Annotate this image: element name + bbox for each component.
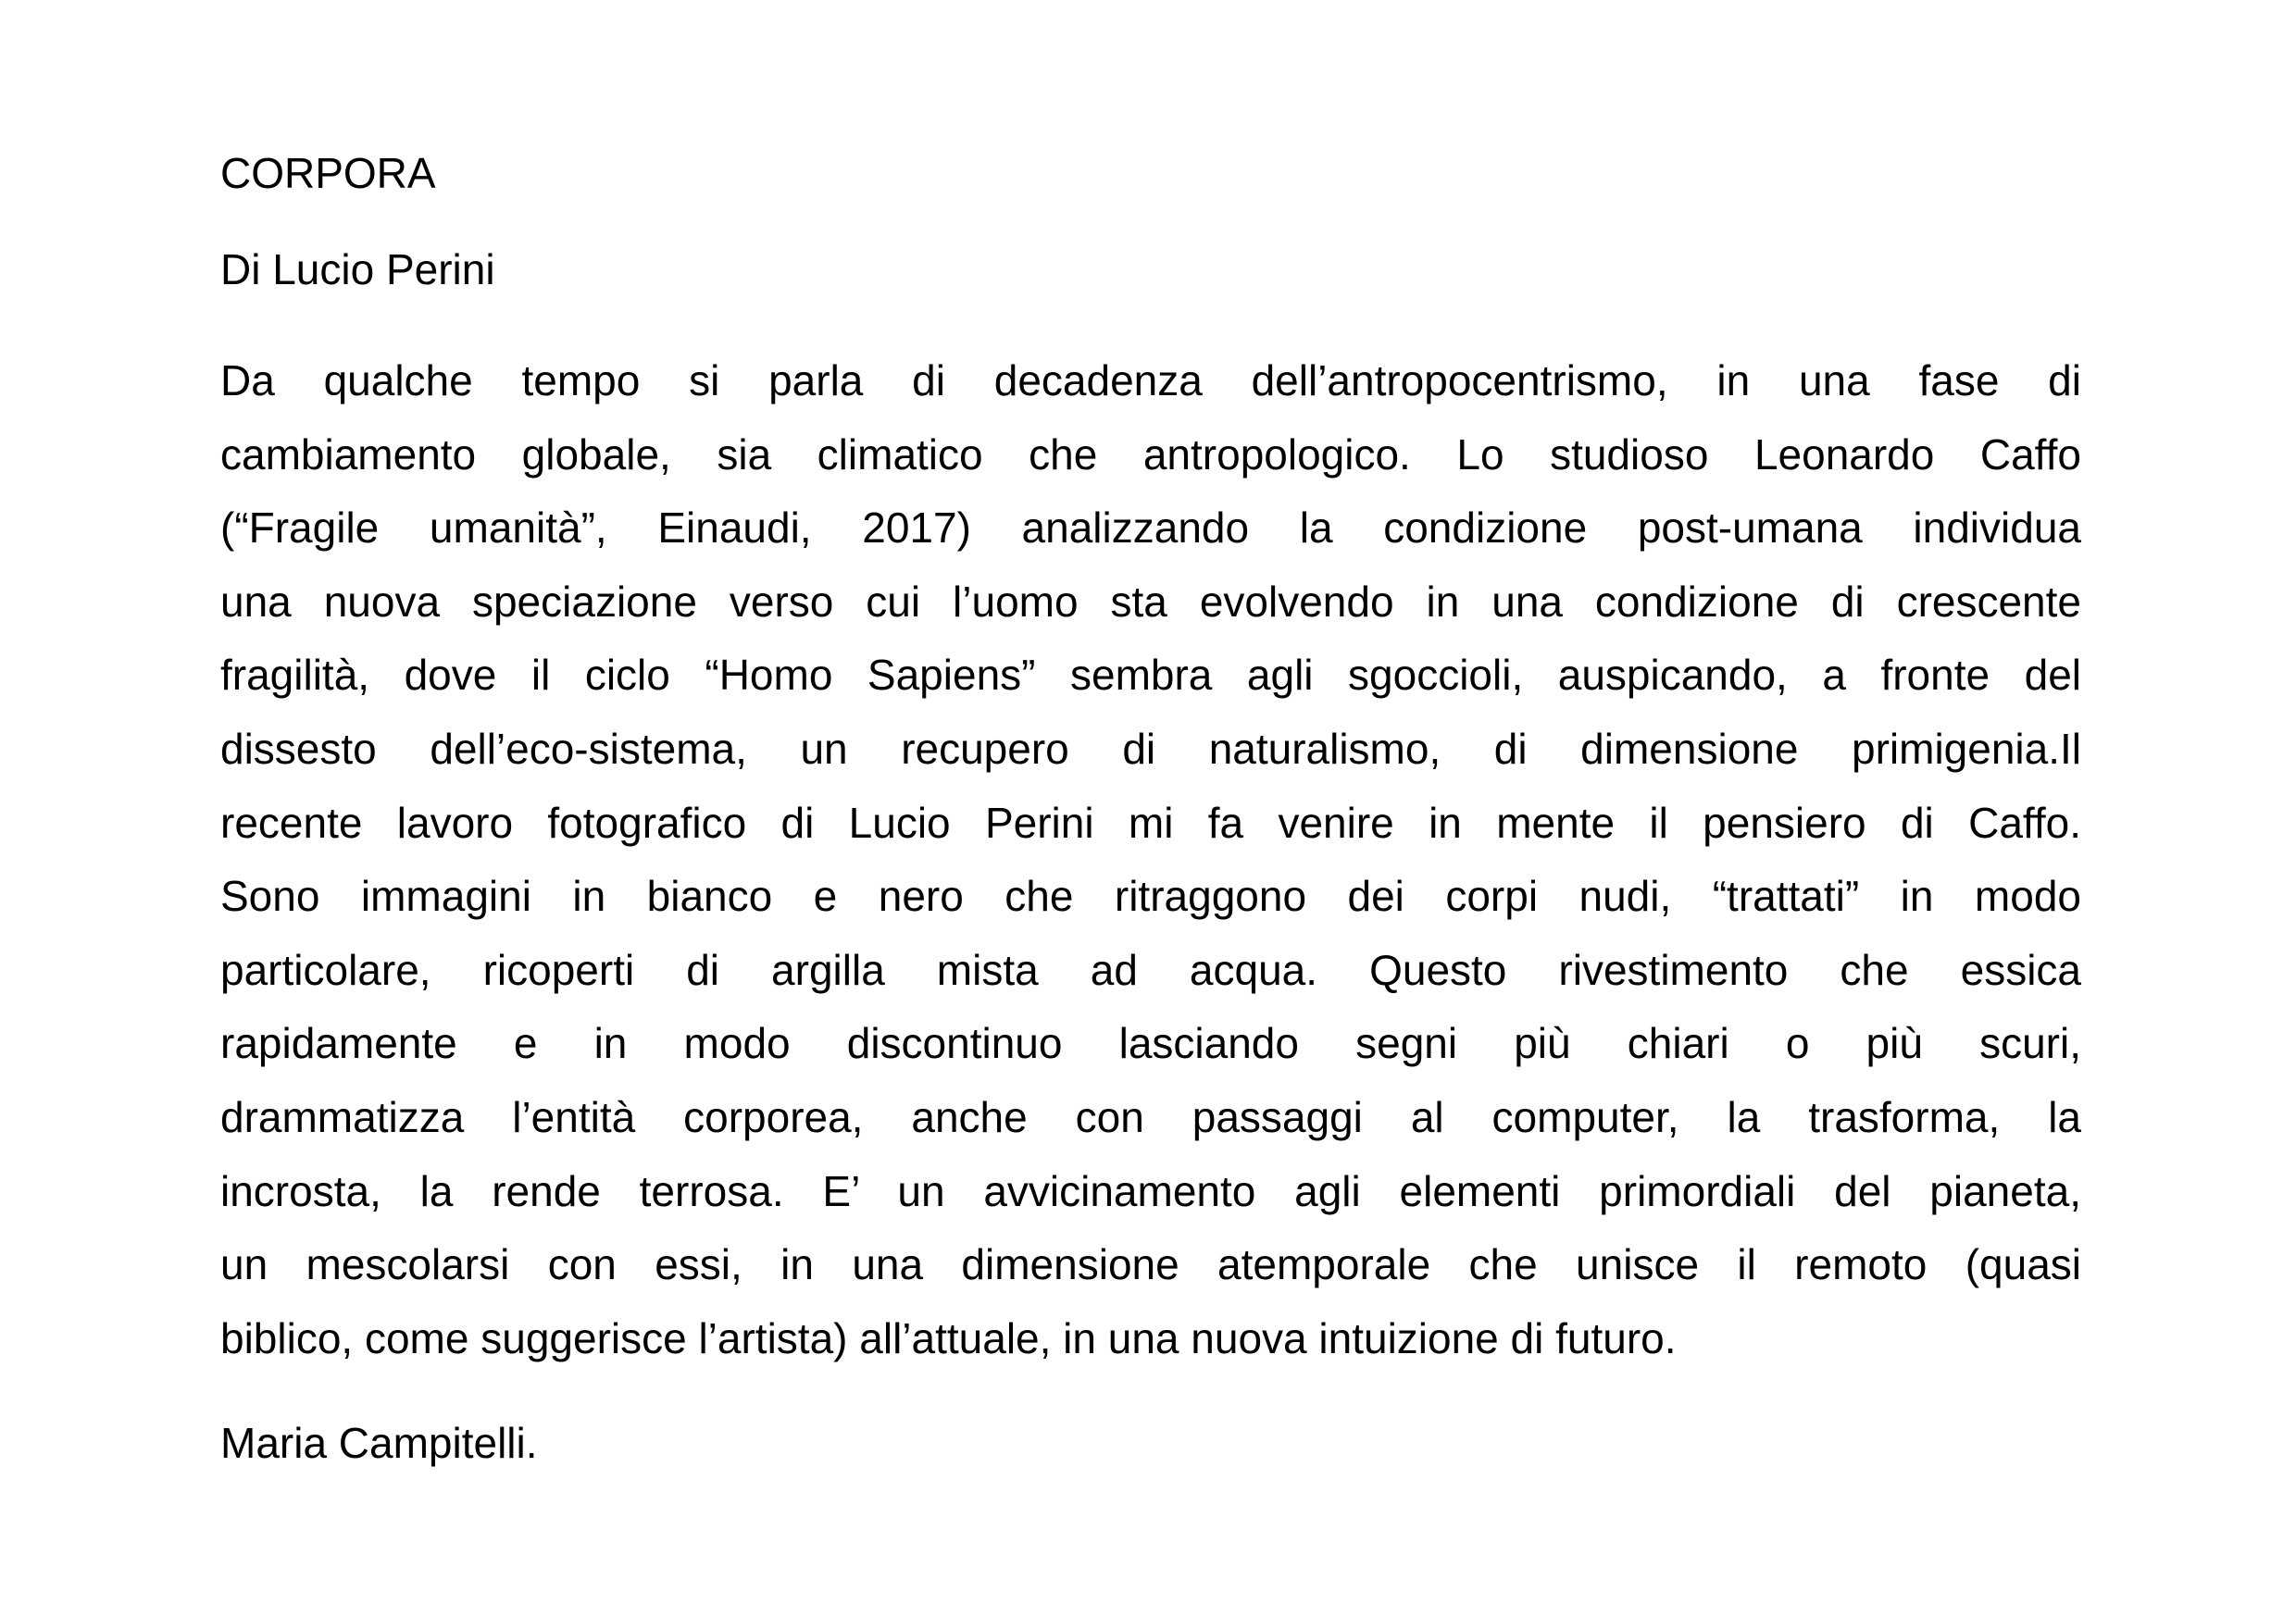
paragraph-line: recente lavoro fotografico di Lucio Perini mi fa venire in mente il pensiero di Caffo. [220,798,2081,847]
paragraph-line: dissesto dell’eco-sistema, un recupero di naturalismo, di dimensione primigenia.Il [220,724,2081,773]
paragraph-line: fragilità, dove il ciclo “Homo Sapiens” sembra agli sgoccioli, auspicando, a fronte del [220,651,2081,700]
author-line: Di Lucio Perini [220,245,495,293]
paragraph-line: drammatizza l’entità corporea, anche con passaggi al computer, la trasforma, la [220,1092,2081,1141]
paragraph-line: un mescolarsi con essi, in una dimensione atemporale che unisce il remoto (quasi [220,1240,2081,1289]
paragraph-line-last: biblico, come suggerisce l’artista) all’attuale, in una nuova intuizione di futuro. [220,1313,1677,1362]
document-page [220,139,2081,1477]
paragraph-line: (“Fragile umanità”, Einaudi, 2017) analizzando la condizione post-umana individua [220,503,2081,553]
paragraph-line: particolare, ricoperti di argilla mista ad acqua. Questo rivestimento che essica [220,945,2081,994]
body-paragraph [220,344,2081,1375]
paragraph-line: Sono immagini in bianco e nero che ritraggono dei corpi nudi, “trattati” in modo [220,872,2081,921]
paragraph-line: incrosta, la rende terrosa. E’ un avvicinamento agli elementi primordiali del pianeta, [220,1166,2081,1215]
paragraph-line: cambiamento globale, sia climatico che antropologico. Lo studioso Leonardo Caffo [220,429,2081,479]
paragraph-line: rapidamente e in modo discontinuo lasciando segni più chiari o più scuri, [220,1019,2081,1068]
paragraph-line: Da qualche tempo si parla di decadenza dell’antropocentrismo, in una fase di [220,356,2081,404]
document-title: CORPORA [220,149,436,197]
paragraph-line: una nuova speciazione verso cui l’uomo sta evolvendo in una condizione di crescente [220,577,2081,626]
signature: Maria Campitelli. [220,1419,538,1468]
